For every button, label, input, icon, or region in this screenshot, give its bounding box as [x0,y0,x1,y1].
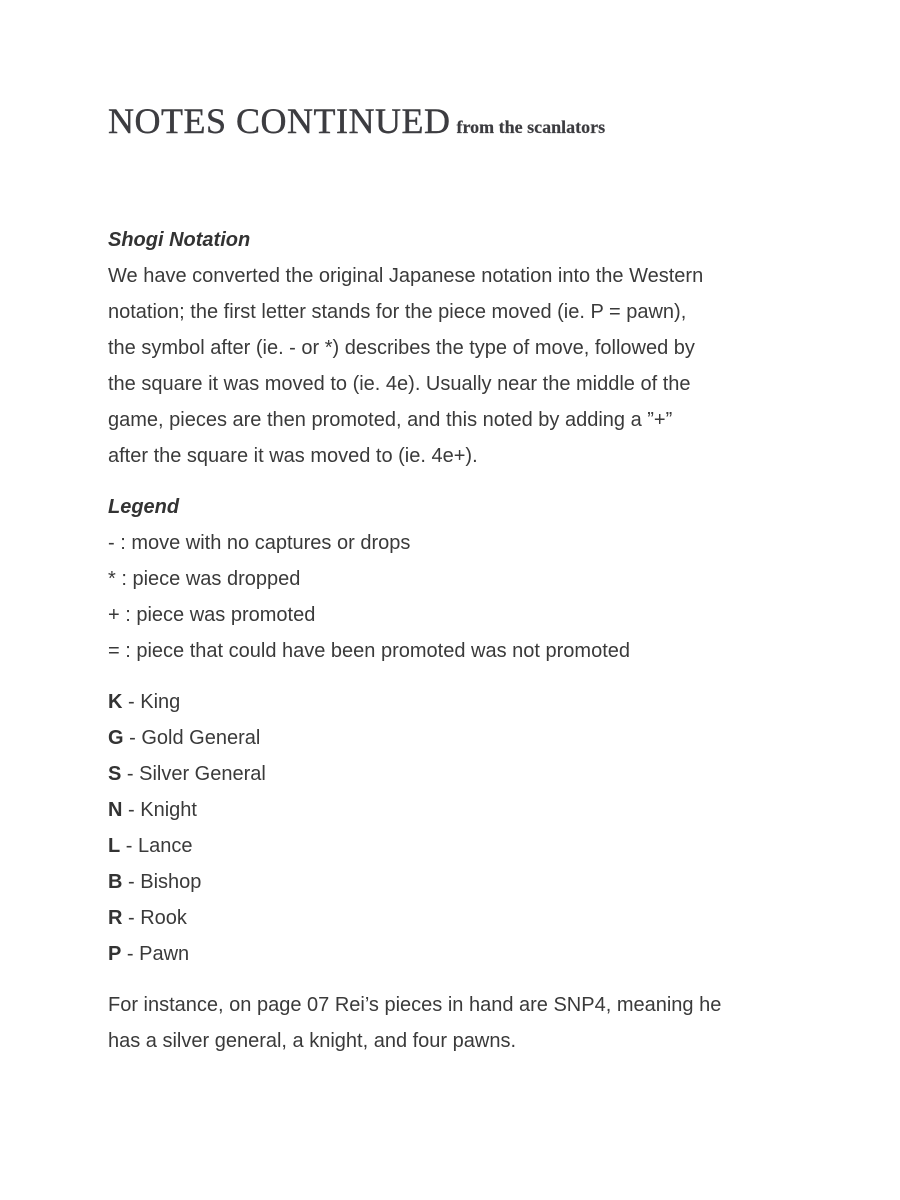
piece-item [108,828,788,864]
legend-item: - : move with no captures or drops [108,532,411,554]
notation-line: game, pieces are then promoted, and this noted by adding a ”+” [108,409,673,431]
notation-line: We have converted the original Japanese notation into the Western [108,265,704,287]
piece-letter: B [108,871,123,893]
piece-letter: N [108,799,123,821]
piece-letter: R [108,907,123,929]
piece-name: - Gold General [123,727,261,749]
piece-item [108,936,788,972]
piece-letter: K [108,691,123,713]
notation-line: the square it was moved to (ie. 4e). Usually near the middle of the [108,373,691,395]
piece-letter: L [108,835,121,857]
piece-item [108,792,788,828]
legend-item: + : piece was promoted [108,604,316,626]
piece-name: - Silver General [121,763,266,785]
piece-list [108,684,788,972]
piece-name: - King [122,691,181,713]
piece-letter: P [108,943,122,965]
legend-item: * : piece was dropped [108,568,301,590]
notation-line: the symbol after (ie. - or *) describes the type of move, followed by [108,337,695,359]
closing-line: has a silver general, a knight, and four pawns. [108,1030,517,1052]
notation-line: notation; the first letter stands for the piece moved (ie. P = pawn), [108,301,687,323]
notation-line: after the square it was moved to (ie. 4e+). [108,445,478,467]
piece-letter: S [108,763,122,785]
piece-item [108,864,788,900]
piece-letter: G [108,727,124,749]
piece-name: - Pawn [121,943,190,965]
piece-name: - Rook [122,907,187,929]
piece-item [108,756,788,792]
piece-item [108,720,788,756]
closing-line: For instance, on page 07 Rei’s pieces in hand are SNP4, meaning he [108,994,722,1016]
closing-paragraph [108,987,788,1059]
piece-item [108,684,788,720]
legend-item: = : piece that could have been promoted was not promoted [108,640,631,662]
shogi-notation-section [108,222,788,474]
page-subtitle: from the scanlators [456,117,606,137]
page-heading [108,100,788,142]
legend-section [108,489,788,669]
page-title: NOTES CONTINUED [108,101,451,141]
notes-page [108,100,788,1059]
legend-title: Legend [108,496,180,518]
piece-name: - Knight [122,799,197,821]
piece-item [108,900,788,936]
piece-name: - Lance [120,835,193,857]
shogi-notation-title: Shogi Notation [108,229,251,251]
piece-name: - Bishop [122,871,202,893]
